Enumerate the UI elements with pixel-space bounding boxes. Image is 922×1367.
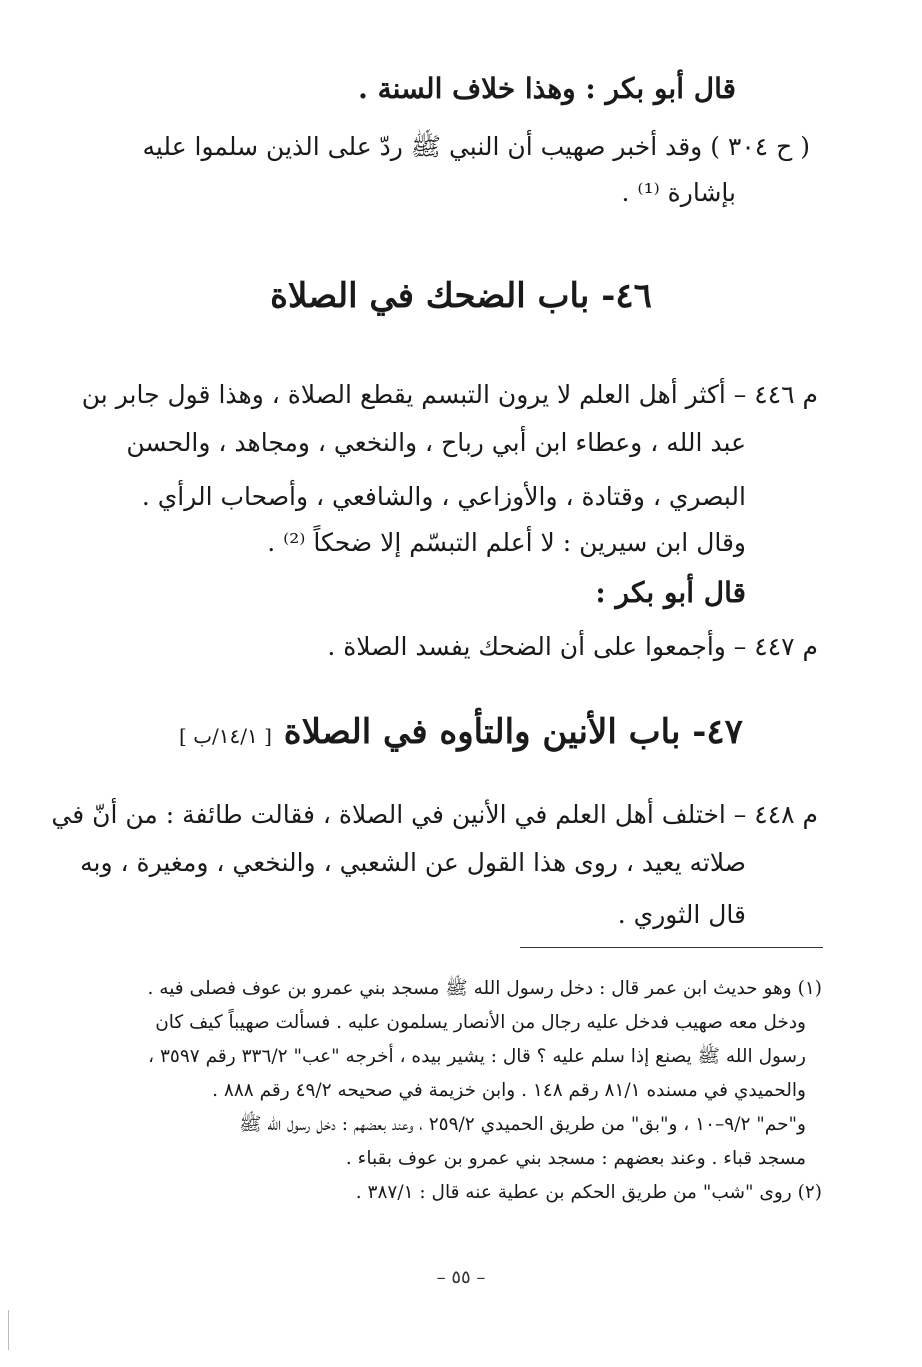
chapter-47-heading: [0, 712, 922, 752]
footnote-2-line-1: (٢) روى "شب" من طريق الحكم بن عطية عنه قال : ٣٨٧/١ .: [355, 1182, 822, 1203]
masalah-446-line-1: م ٤٤٦ – أكثر أهل العلم لا يرون التبسم يقطع الصلاة ، وهذا قول جابر بن: [81, 380, 818, 409]
masalah-448-line-2: صلاته يعيد ، روى هذا القول عن الشعبي ، والنخعي ، ومغيرة ، وبه: [80, 848, 746, 877]
masalah-447-line-1: م ٤٤٧ – وأجمعوا على أن الضحك يفسد الصلاة .: [327, 632, 818, 661]
masalah-448-line-1: م ٤٤٨ – اختلف أهل العلم في الأنين في الصلاة ، فقالت طائفة : من أنّ في: [51, 800, 818, 829]
masalah-446-line-4: وقال ابن سيرين : لا أعلم التبسّم إلا ضحكاً ⁽²⁾ .: [267, 528, 746, 557]
abu-bakr-statement: قال أبو بكر : وهذا خلاف السنة .: [358, 72, 736, 105]
footnote-separator: [520, 947, 823, 948]
footnote-1-line-1: (١) وهو حديث ابن عمر قال : دخل رسول الله ﷺ مسجد بني عمرو بن عوف فصلى فيه .: [147, 978, 822, 999]
footnote-1-line-6: مسجد قباء . وعند بعضهم : مسجد بني عمرو بن عوف بقباء .: [345, 1148, 806, 1169]
manuscript-folio-ref: [ ١٤/١/ب ]: [179, 724, 272, 748]
masalah-446-line-3: البصري ، وقتادة ، والأوزاعي ، والشافعي ، وأصحاب الرأي .: [141, 482, 746, 511]
masalah-448-line-3: قال الثوري .: [617, 900, 746, 929]
page-number: – ٥٥ –: [436, 1267, 486, 1288]
chapter-47-title: ٤٧- باب الأنين والتأوه في الصلاة: [283, 712, 743, 752]
masalah-446-line-2: عبد الله ، وعطاء ابن أبي رباح ، والنخعي ، ومجاهد ، والحسن: [126, 428, 746, 457]
abu-bakr-label: قال أبو بكر :: [595, 576, 746, 609]
footnote-1-line-2: ودخل معه صهيب فدخل عليه رجال من الأنصار يسلمون عليه . فسألت صهيباً كيف كان: [155, 1012, 806, 1033]
chapter-46-heading: [0, 276, 922, 316]
footnote-1-line-3: رسول الله ﷺ يصنع إذا سلم عليه ؟ قال : يشير بيده ، أخرجه "عب" ٣٣٦/٢ رقم ٣٥٩٧ ،: [148, 1046, 806, 1067]
scan-edge-mark: [8, 1310, 9, 1350]
hadith-304-line-1: ( ح ٣٠٤ ) وقد أخبر صهيب أن النبي ﷺ ردّ على الذين سلموا عليه: [142, 132, 810, 161]
footnote-1-line-5: و"حم" ٩/٢–١٠ ، و"بق" من طريق الحميدي ٢٥٩/٢ ، وعند بعضهم : دخل رسول الله ﷺ: [239, 1114, 806, 1135]
footnote-1-line-4: والحميدي في مسنده ٨١/١ رقم ١٤٨ . وابن خزيمة في صحيحه ٤٩/٢ رقم ٨٨٨ .: [212, 1080, 806, 1101]
chapter-46-title: ٤٦- باب الضحك في الصلاة: [270, 276, 652, 316]
hadith-304-line-2: بإشارة ⁽¹⁾ .: [621, 178, 736, 207]
